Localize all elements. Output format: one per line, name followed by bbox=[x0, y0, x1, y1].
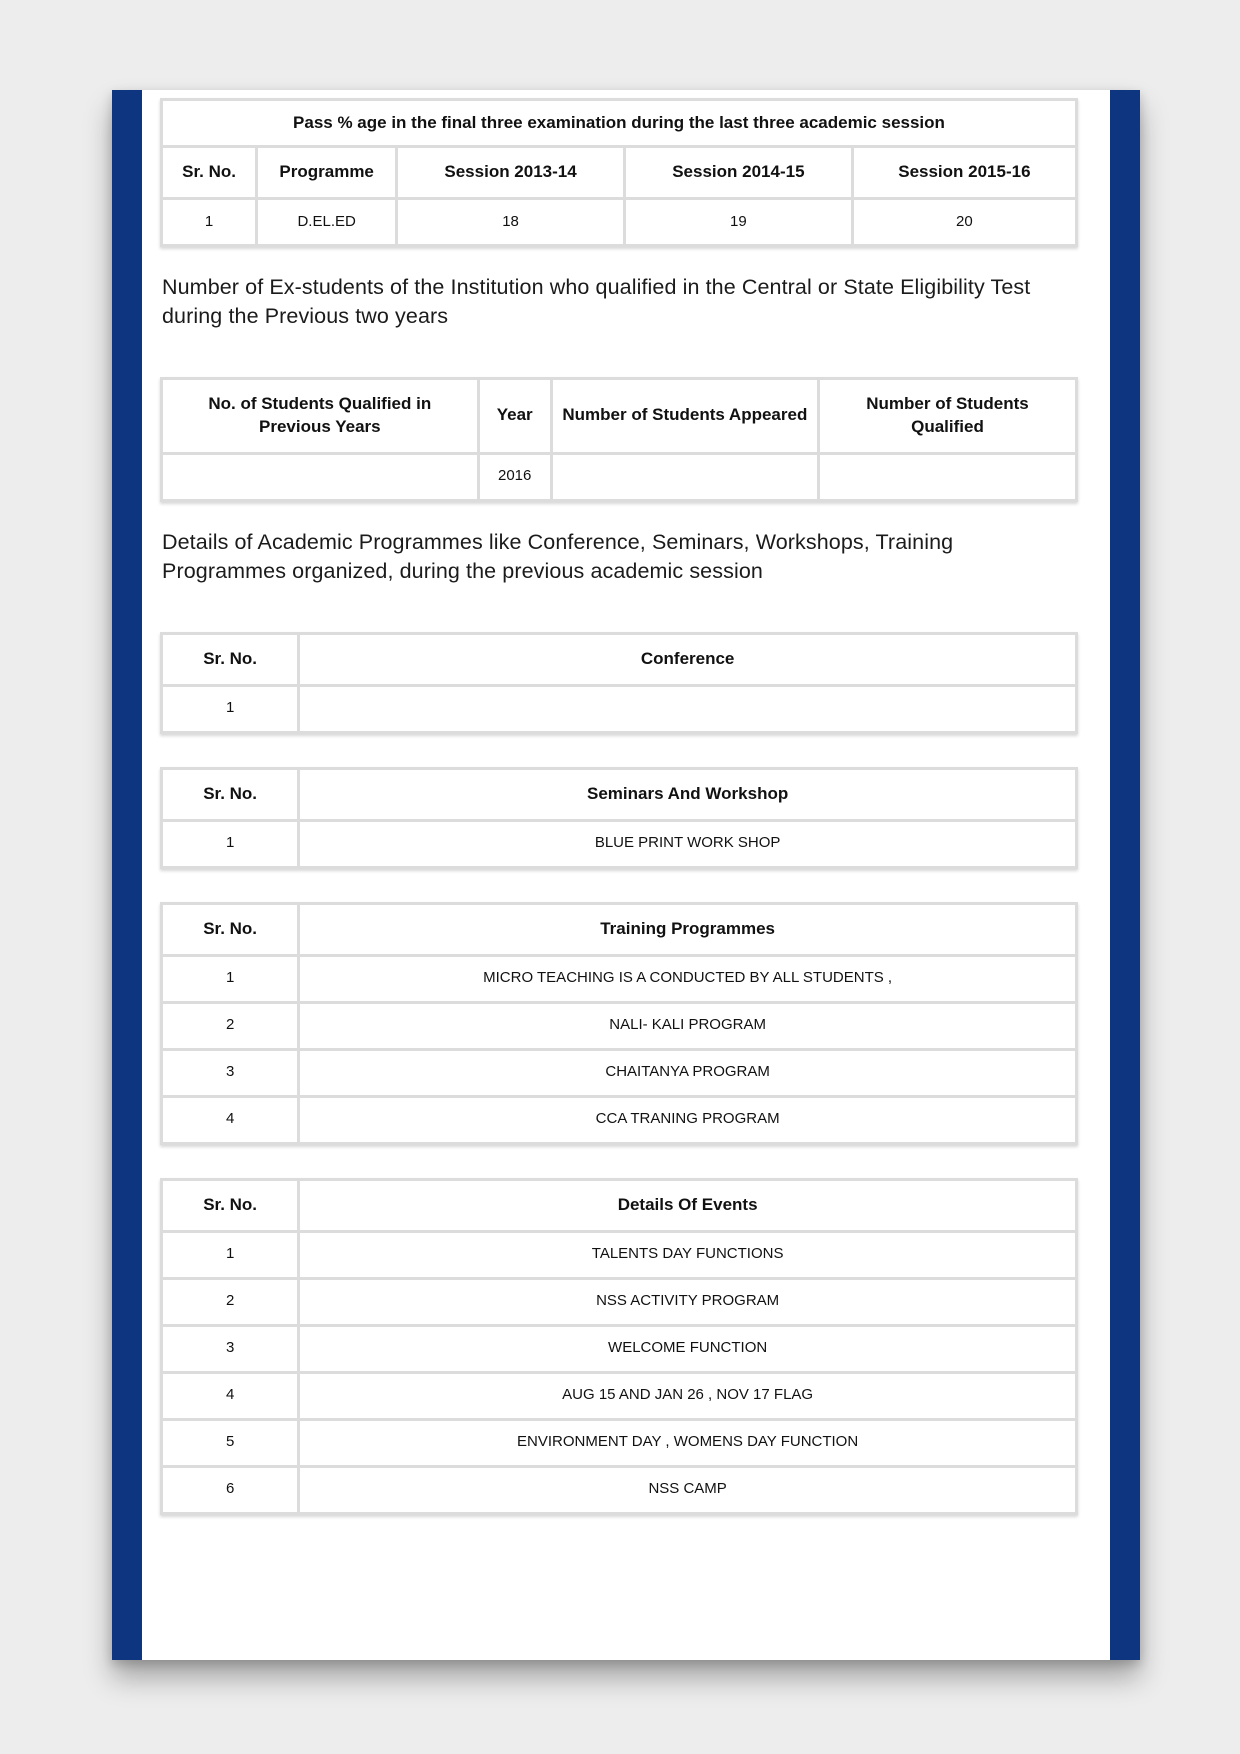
table-header-row bbox=[162, 378, 1077, 453]
table-cell: NSS CAMP bbox=[299, 1466, 1077, 1513]
table-cell: MICRO TEACHING IS A CONDUCTED BY ALL STUDENTS , bbox=[299, 955, 1077, 1002]
eligibility-table bbox=[160, 377, 1078, 502]
table-title-row bbox=[162, 100, 1077, 147]
column-header: Year bbox=[478, 378, 551, 453]
table-cell: 1 bbox=[162, 198, 257, 245]
table-cell: 2 bbox=[162, 1002, 299, 1049]
column-header: Sr. No. bbox=[162, 903, 299, 955]
column-header: Session 2015-16 bbox=[852, 147, 1076, 199]
table-cell: ENVIRONMENT DAY , WOMENS DAY FUNCTION bbox=[299, 1419, 1077, 1466]
column-header: Conference bbox=[299, 633, 1077, 685]
table-cell: 1 bbox=[162, 1231, 299, 1278]
table-cell: 4 bbox=[162, 1096, 299, 1143]
table-row bbox=[162, 1466, 1077, 1513]
table-cell bbox=[162, 453, 479, 500]
table-cell: 3 bbox=[162, 1049, 299, 1096]
table-cell: 4 bbox=[162, 1372, 299, 1419]
table-cell: AUG 15 AND JAN 26 , NOV 17 FLAG bbox=[299, 1372, 1077, 1419]
table-row bbox=[162, 1231, 1077, 1278]
column-header: Details Of Events bbox=[299, 1179, 1077, 1231]
table-row bbox=[162, 1096, 1077, 1143]
table-row bbox=[162, 1002, 1077, 1049]
table-header-row bbox=[162, 903, 1077, 955]
pass-percentage-table bbox=[160, 98, 1078, 247]
table-cell: 2016 bbox=[478, 453, 551, 500]
training-programmes-table bbox=[160, 902, 1078, 1145]
document-page bbox=[112, 90, 1140, 1660]
column-header: Number of Students Appeared bbox=[551, 378, 818, 453]
seminars-workshop-table bbox=[160, 767, 1078, 869]
column-header: Sr. No. bbox=[162, 768, 299, 820]
column-header: Sr. No. bbox=[162, 147, 257, 199]
table-cell: 6 bbox=[162, 1466, 299, 1513]
table-header-row bbox=[162, 1179, 1077, 1231]
table-cell: CHAITANYA PROGRAM bbox=[299, 1049, 1077, 1096]
column-header: Training Programmes bbox=[299, 903, 1077, 955]
table-title: Pass % age in the final three examination during the last three academic session bbox=[162, 100, 1077, 147]
table-row bbox=[162, 453, 1077, 500]
table-cell: 1 bbox=[162, 685, 299, 732]
column-header: Number of Students Qualified bbox=[818, 378, 1076, 453]
column-header: Sr. No. bbox=[162, 1179, 299, 1231]
right-accent-bar bbox=[1110, 90, 1140, 1660]
column-header: Session 2013-14 bbox=[397, 147, 625, 199]
table-row bbox=[162, 685, 1077, 732]
table-cell: CCA TRANING PROGRAM bbox=[299, 1096, 1077, 1143]
table-cell: 3 bbox=[162, 1325, 299, 1372]
column-header: Sr. No. bbox=[162, 633, 299, 685]
table-cell: 18 bbox=[397, 198, 625, 245]
column-header: Session 2014-15 bbox=[624, 147, 852, 199]
column-header: Seminars And Workshop bbox=[299, 768, 1077, 820]
table-cell: TALENTS DAY FUNCTIONS bbox=[299, 1231, 1077, 1278]
table-cell: NALI- KALI PROGRAM bbox=[299, 1002, 1077, 1049]
table-header-row bbox=[162, 768, 1077, 820]
column-header: No. of Students Qualified in Previous Years bbox=[162, 378, 479, 453]
table-cell: 5 bbox=[162, 1419, 299, 1466]
eligibility-heading: Number of Ex-students of the Institution who qualified in the Central or State Eligibility Test during the Previous two years bbox=[162, 274, 1031, 328]
table-cell bbox=[818, 453, 1076, 500]
table-cell: WELCOME FUNCTION bbox=[299, 1325, 1077, 1372]
details-of-events-table bbox=[160, 1178, 1078, 1515]
table-cell bbox=[551, 453, 818, 500]
table-cell: 20 bbox=[852, 198, 1076, 245]
table-cell: 1 bbox=[162, 820, 299, 867]
table-row bbox=[162, 198, 1077, 245]
table-row bbox=[162, 1278, 1077, 1325]
table-cell: D.EL.ED bbox=[257, 198, 397, 245]
table-header-row bbox=[162, 147, 1077, 199]
table-row bbox=[162, 1325, 1077, 1372]
table-row bbox=[162, 1419, 1077, 1466]
column-header: Programme bbox=[257, 147, 397, 199]
table-row bbox=[162, 955, 1077, 1002]
table-cell bbox=[299, 685, 1077, 732]
table-cell: BLUE PRINT WORK SHOP bbox=[299, 820, 1077, 867]
table-row bbox=[162, 1049, 1077, 1096]
conference-table bbox=[160, 632, 1078, 734]
page-content bbox=[142, 90, 1110, 1660]
table-cell: 1 bbox=[162, 955, 299, 1002]
table-header-row bbox=[162, 633, 1077, 685]
left-accent-bar bbox=[112, 90, 142, 1660]
table-row bbox=[162, 820, 1077, 867]
table-cell: 2 bbox=[162, 1278, 299, 1325]
table-cell: 19 bbox=[624, 198, 852, 245]
table-cell: NSS ACTIVITY PROGRAM bbox=[299, 1278, 1077, 1325]
programmes-heading: Details of Academic Programmes like Conference, Seminars, Workshops, Training Programmes organized, during the previous academic session bbox=[162, 529, 954, 583]
table-row bbox=[162, 1372, 1077, 1419]
